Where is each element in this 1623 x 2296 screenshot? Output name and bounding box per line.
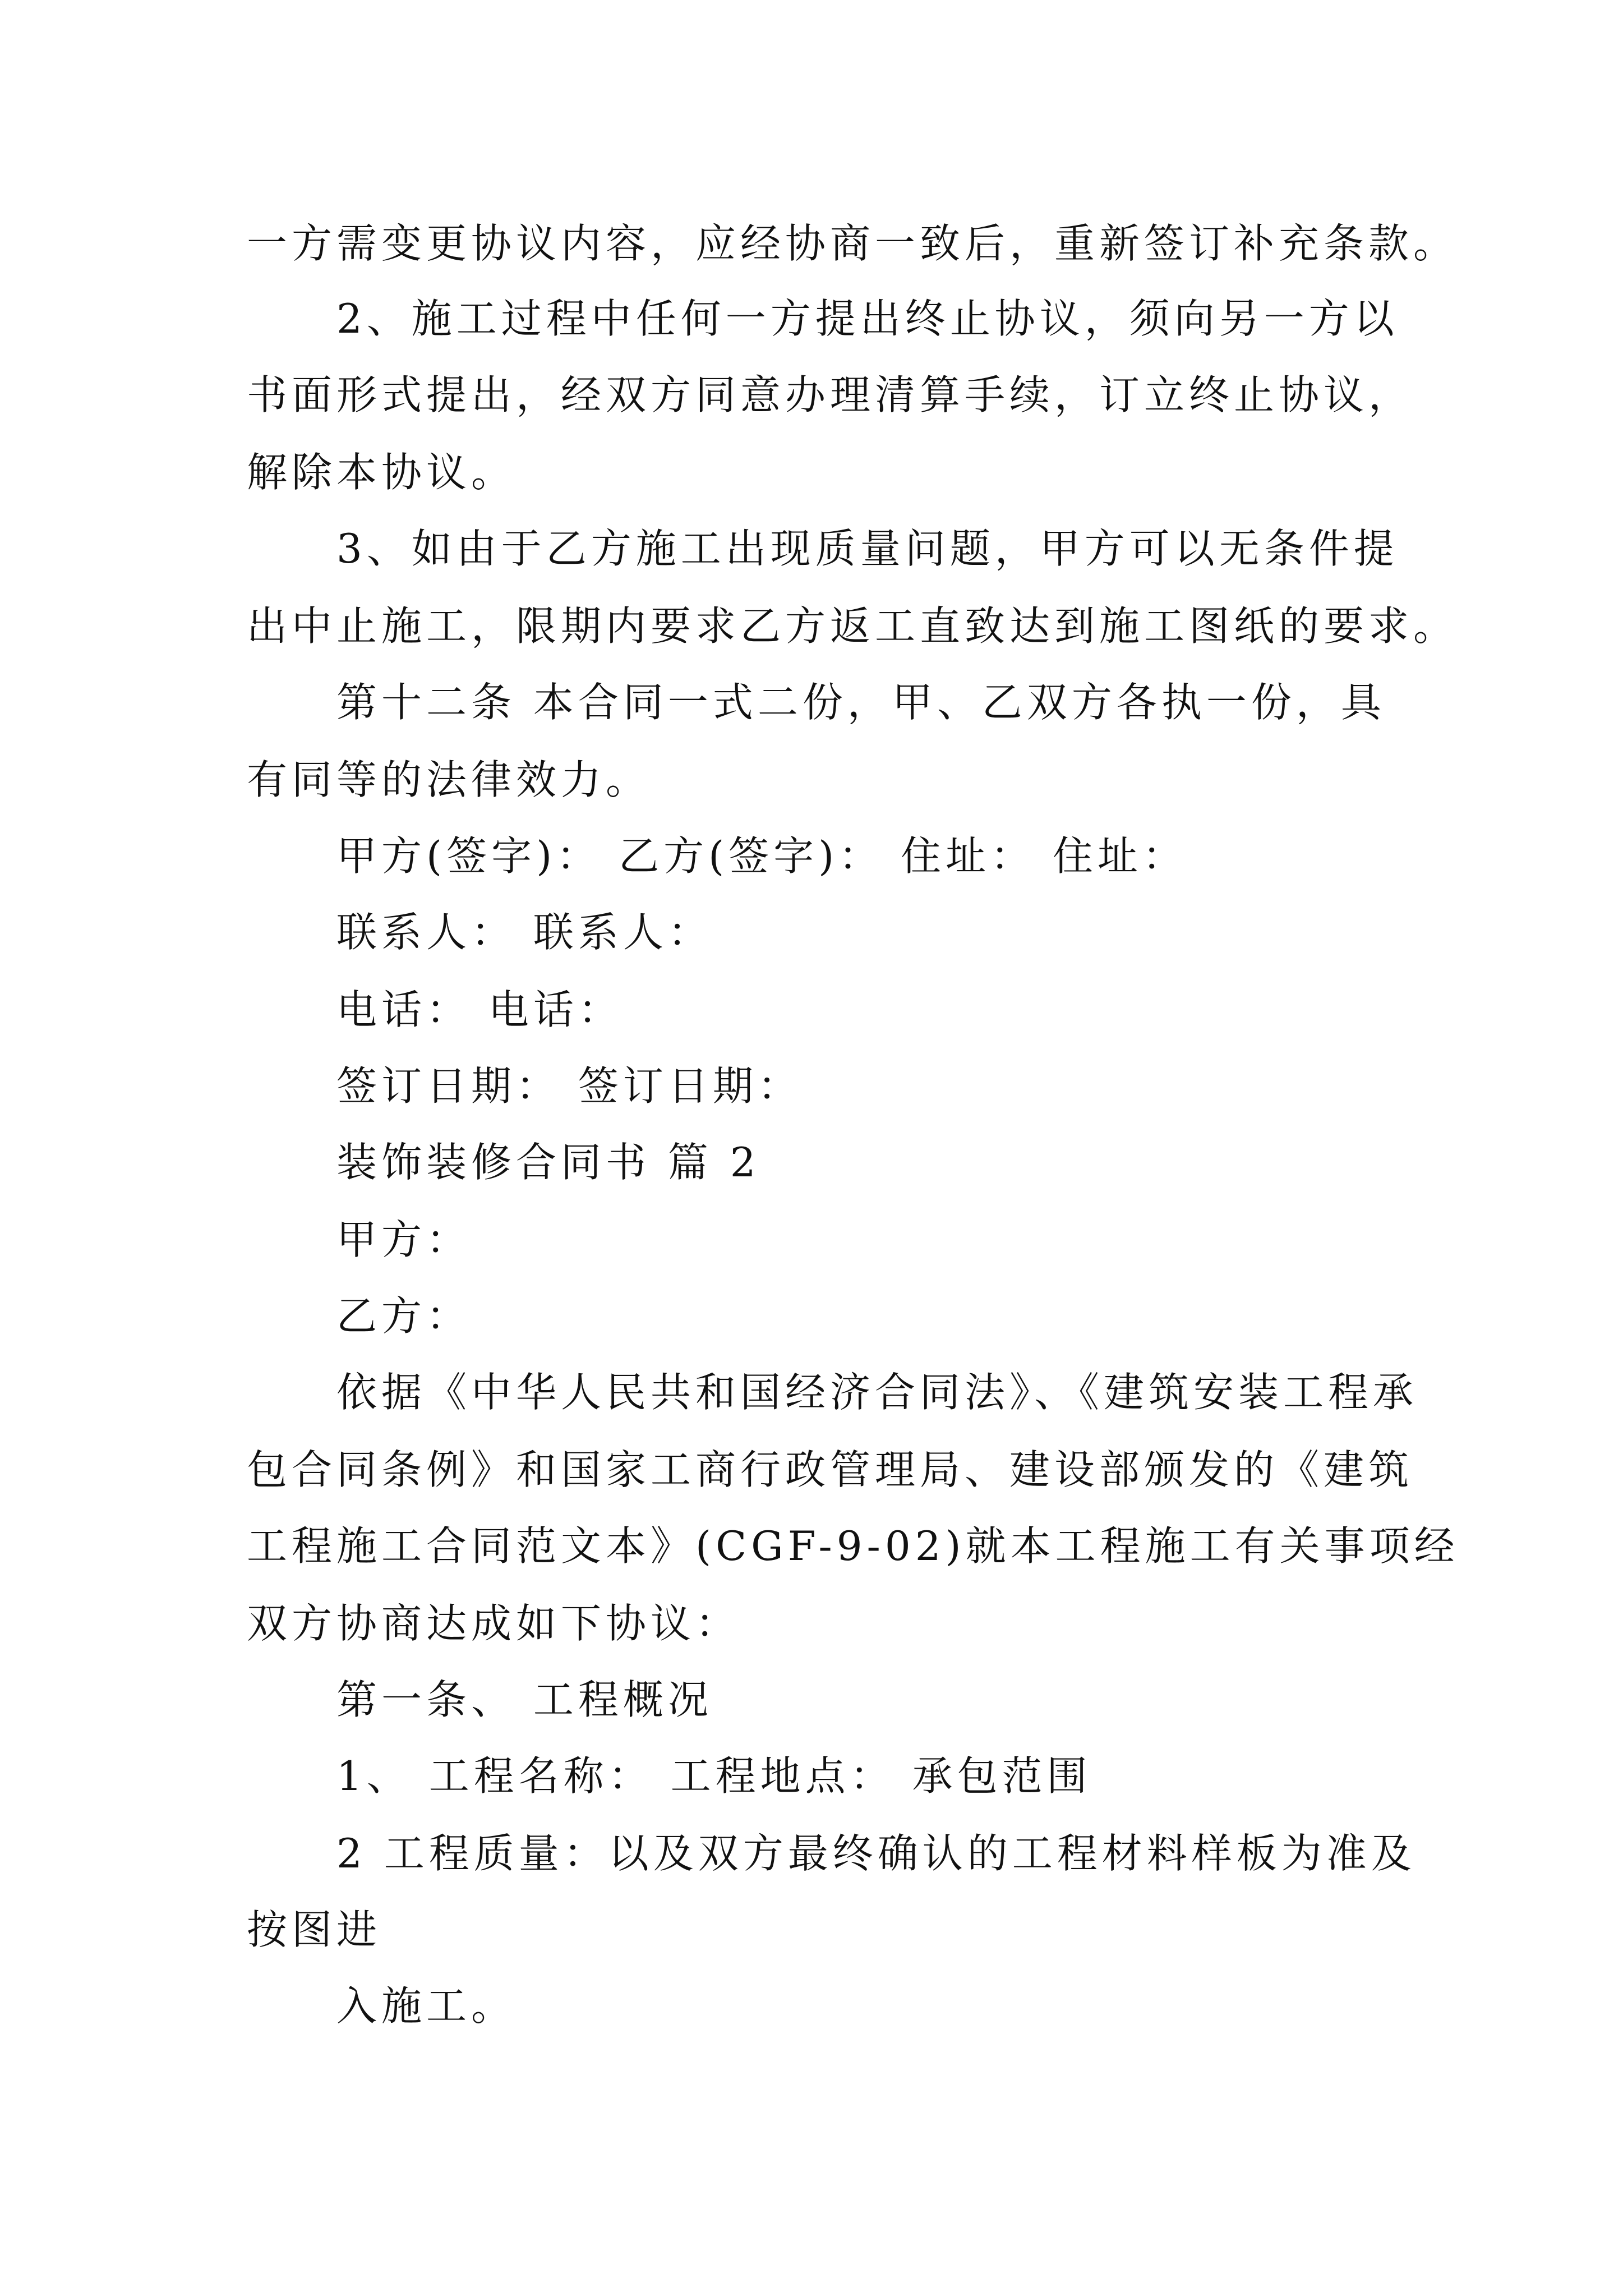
text-line: 书面形式提出，经双方同意办理清算手续，订立终止协议， — [247, 371, 1414, 418]
signature-fields-line: 甲方(签字)： 乙方(签字)： 住址： 住址： — [336, 832, 1188, 880]
text-line: 1、 工程名称： 工程地点： 承包范围 — [336, 1752, 1092, 1800]
text-line: 按图进 — [247, 1906, 382, 1953]
text-line: 出中止施工，限期内要求乙方返工直致达到施工图纸的要求。 — [247, 602, 1459, 650]
text-line: 双方协商达成如下协议： — [247, 1600, 741, 1647]
article-heading: 第一条、 工程概况 — [336, 1676, 713, 1723]
phone-line: 电话： 电话： — [336, 986, 623, 1033]
text-line: 解除本协议。 — [247, 449, 517, 496]
party-b-line: 乙方： — [336, 1292, 472, 1340]
text-line: 工程施工合同范文本》(CGF-9-02)就本工程施工有关事项经 — [247, 1522, 1459, 1570]
contact-line: 联系人： 联系人： — [336, 909, 713, 956]
text-line: 入施工。 — [336, 1982, 517, 2030]
text-line: 2 工程质量：以及双方最终确认的工程材料样板为准及 — [336, 1830, 1416, 1877]
text-line: 有同等的法律效力。 — [247, 756, 651, 803]
text-line: 2、施工过程中任何一方提出终止协议，须向另一方以 — [336, 295, 1399, 342]
text-line: 第十二条 本合同一式二份，甲、乙双方各执一份，具 — [336, 679, 1386, 726]
section-title: 装饰装修合同书 篇 2 — [336, 1139, 760, 1186]
text-line: 包合同条例》和国家工商行政管理局、建设部颁发的《建筑 — [247, 1446, 1414, 1493]
text-line: 一方需变更协议内容，应经协商一致后，重新签订补充条款。 — [247, 220, 1459, 267]
text-line: 依据《中华人民共和国经济合同法》、《建筑安装工程承 — [336, 1369, 1418, 1416]
party-a-line: 甲方： — [336, 1216, 472, 1263]
text-line: 3、如由于乙方施工出现质量问题，甲方可以无条件提 — [336, 525, 1399, 572]
date-line: 签订日期： 签订日期： — [336, 1062, 803, 1110]
